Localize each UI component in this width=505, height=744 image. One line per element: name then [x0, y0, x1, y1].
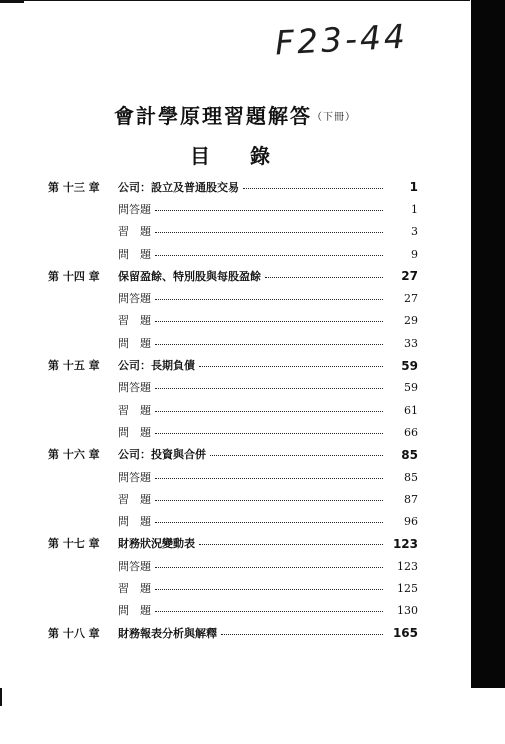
toc-subsection-row: [48, 488, 418, 510]
document-title: 會計學原理習題解答: [114, 104, 312, 128]
toc-subsection-row: [48, 466, 418, 488]
subsection-title: 問答題: [118, 292, 151, 306]
dot-leader: [155, 321, 383, 322]
subsection-title: 問 題: [118, 604, 151, 618]
chapter-title: 公司：設立及普通股交易: [118, 180, 239, 194]
page-number: 1: [411, 202, 418, 216]
dot-leader: [155, 611, 383, 612]
chapter-title: 財務報表分析與解釋: [118, 626, 217, 640]
dot-leader: [221, 634, 383, 635]
scan-left-mark: [0, 688, 2, 706]
chapter-title: 公司：投資與合併: [118, 448, 206, 462]
toc-subsection-row: [48, 221, 418, 243]
dot-leader: [155, 433, 383, 434]
dot-leader: [155, 388, 383, 389]
page-number: 85: [401, 447, 418, 462]
dot-leader: [199, 366, 383, 367]
chapter-label: 第 十六 章: [48, 448, 100, 462]
page-number: 1: [409, 180, 418, 195]
toc-subsection-row: [48, 198, 418, 220]
toc-chapter-16-row: [48, 444, 418, 466]
subsection-title: 問答題: [118, 559, 151, 573]
subsection-title: 問答題: [118, 381, 151, 395]
subsection-title: 問 題: [118, 515, 151, 529]
page-number: 130: [397, 604, 418, 618]
contents-heading-second-character: 錄: [250, 144, 270, 168]
chapter-title: 財務狀況變動表: [118, 537, 195, 551]
dot-leader: [155, 411, 383, 412]
dot-leader: [155, 500, 383, 501]
page-number: 66: [404, 425, 418, 439]
page-number: 59: [401, 358, 418, 373]
page-number: 165: [392, 626, 418, 641]
dot-leader: [155, 232, 383, 233]
chapter-label: 第 十四 章: [48, 269, 100, 283]
contents-heading: [190, 140, 270, 169]
page-number: 96: [404, 515, 418, 529]
table-of-contents: [48, 176, 418, 644]
subsection-title: 問答題: [118, 202, 151, 216]
page-number: 27: [401, 269, 418, 284]
dot-leader: [155, 522, 383, 523]
toc-subsection-row: [48, 377, 418, 399]
toc-subsection-row: [48, 555, 418, 577]
subsection-title: 問答題: [118, 470, 151, 484]
subsection-title: 習 題: [118, 403, 151, 417]
dot-leader: [155, 567, 383, 568]
dot-leader: [155, 255, 383, 256]
toc-chapter-13-row: [48, 176, 418, 198]
toc-subsection-row: [48, 332, 418, 354]
toc-subsection-row: [48, 600, 418, 622]
toc-subsection-row: [48, 577, 418, 599]
document-title-line: [0, 100, 470, 129]
dot-leader: [265, 277, 383, 278]
volume-label: （下冊）: [312, 112, 356, 123]
subsection-title: 問 題: [118, 425, 151, 439]
page-number: 125: [397, 581, 418, 595]
chapter-label: 第 十八 章: [48, 626, 100, 640]
toc-subsection-row: [48, 510, 418, 532]
toc-chapter-18-row: [48, 622, 418, 644]
page-number: 29: [404, 314, 418, 328]
toc-subsection-row: [48, 243, 418, 265]
scan-top-border: [0, 0, 470, 1]
page-number: 61: [404, 403, 418, 417]
page-number: 9: [411, 247, 418, 261]
dot-leader: [210, 455, 383, 456]
page-number: 87: [404, 492, 418, 506]
handwritten-code: F23-44: [274, 16, 409, 63]
toc-chapter-17-row: [48, 533, 418, 555]
chapter-label: 第 十五 章: [48, 359, 100, 373]
toc-subsection-row: [48, 421, 418, 443]
chapter-title: 公司：長期負債: [118, 359, 195, 373]
toc-chapter-14-row: [48, 265, 418, 287]
toc-chapter-15-row: [48, 354, 418, 376]
subsection-title: 習 題: [118, 492, 151, 506]
page-number: 85: [404, 470, 418, 484]
dot-leader: [155, 210, 383, 211]
chapter-label: 第 十三 章: [48, 180, 100, 194]
scan-dark-right-edge: [471, 0, 505, 688]
page-number: 33: [404, 336, 418, 350]
dot-leader: [155, 344, 383, 345]
chapter-title: 保留盈餘、特別股與每股盈餘: [118, 269, 261, 283]
dot-leader: [155, 589, 383, 590]
subsection-title: 問 題: [118, 336, 151, 350]
dot-leader: [199, 544, 383, 545]
dot-leader: [243, 188, 383, 189]
scan-top-mark: [0, 0, 24, 3]
toc-subsection-row: [48, 287, 418, 309]
toc-subsection-row: [48, 310, 418, 332]
page-number: 27: [404, 292, 418, 306]
page-number: 59: [404, 381, 418, 395]
toc-subsection-row: [48, 399, 418, 421]
dot-leader: [155, 299, 383, 300]
page-number: 123: [392, 536, 418, 551]
contents-heading-first-character: 目: [190, 144, 210, 168]
page-number: 123: [397, 559, 418, 573]
subsection-title: 習 題: [118, 581, 151, 595]
page-number: 3: [411, 225, 418, 239]
chapter-label: 第 十七 章: [48, 537, 100, 551]
subsection-title: 問 題: [118, 247, 151, 261]
subsection-title: 習 題: [118, 225, 151, 239]
dot-leader: [155, 478, 383, 479]
subsection-title: 習 題: [118, 314, 151, 328]
